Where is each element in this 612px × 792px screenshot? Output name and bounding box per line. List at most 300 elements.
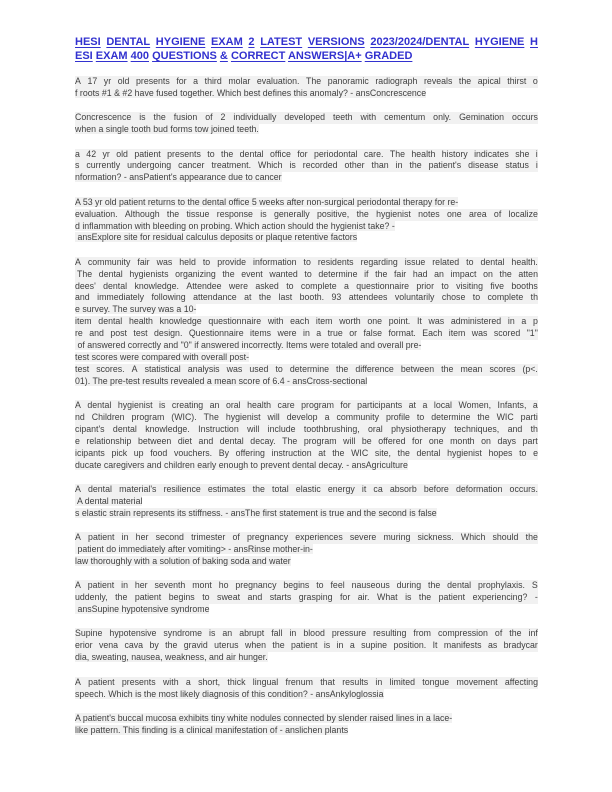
- word: -: [534, 592, 538, 603]
- word: organizing: [175, 268, 216, 279]
- word: item: [75, 316, 92, 327]
- word: than: [371, 160, 389, 171]
- word: to: [202, 592, 210, 603]
- word: part: [522, 435, 538, 446]
- word: and: [507, 423, 523, 434]
- word: scores.: [96, 363, 125, 374]
- highlighted-text: test scores were compared with overall post-: [75, 351, 250, 362]
- word: presents: [121, 676, 156, 687]
- word: absorb: [389, 483, 417, 494]
- text-line: [75, 172, 538, 184]
- word: The: [389, 148, 405, 159]
- question-paragraph: [75, 677, 538, 701]
- word: resilience: [163, 483, 201, 494]
- word: grasping: [298, 592, 333, 603]
- word: is: [209, 628, 216, 639]
- text-line: [75, 424, 538, 436]
- word: false: [363, 328, 383, 339]
- word: area: [469, 208, 487, 219]
- word: month: [450, 435, 475, 446]
- word: a: [75, 148, 80, 159]
- word: elastic: [295, 483, 321, 494]
- word: the: [153, 112, 166, 123]
- word: sweat: [217, 592, 241, 603]
- word: only.: [433, 112, 452, 123]
- word: and: [247, 592, 263, 603]
- title-word: EXAM: [95, 50, 128, 62]
- word: determine: [318, 268, 358, 279]
- word: the: [115, 592, 128, 603]
- text-line: [75, 149, 538, 161]
- word: items: [250, 328, 272, 339]
- word: the: [272, 640, 285, 651]
- word: is: [260, 208, 267, 219]
- word: decay.: [250, 435, 276, 446]
- word: difference: [355, 363, 394, 374]
- word: last: [278, 292, 293, 303]
- word: questionnaire: [208, 316, 262, 327]
- word: What: [377, 592, 398, 603]
- text-line: [75, 412, 538, 424]
- word: attendees: [348, 292, 388, 303]
- title-word: 2023/2024/DENTAL: [370, 36, 470, 48]
- title-word: LATEST: [260, 36, 303, 48]
- text-line: [75, 496, 538, 508]
- word: of: [205, 112, 213, 123]
- word: in: [121, 580, 128, 591]
- word: disease: [468, 160, 499, 171]
- word: dental: [239, 148, 264, 159]
- word: cipant's: [75, 423, 105, 434]
- word: diet: [177, 435, 192, 446]
- word: to: [466, 256, 474, 267]
- word: knowledge.: [145, 423, 190, 434]
- word: pregnancy: [235, 580, 277, 591]
- word: cementum: [384, 112, 426, 123]
- word: A: [131, 363, 138, 374]
- word: to: [416, 411, 425, 422]
- word: panoramic: [327, 76, 369, 86]
- word: old: [116, 148, 128, 159]
- word: instruction: [271, 447, 312, 458]
- word: (p<.: [522, 363, 538, 374]
- word: patient: [87, 580, 115, 591]
- word: during: [396, 580, 422, 591]
- word: a: [349, 640, 355, 651]
- word: vena: [99, 640, 119, 651]
- word: when: [244, 640, 266, 651]
- word: re: [75, 328, 83, 339]
- word: a: [532, 400, 538, 411]
- highlighted-text: f roots #1 & #2 have fused together. Which best defines this anomaly? - ansConcrescence: [75, 87, 427, 98]
- word: position.: [393, 640, 427, 651]
- word: up: [133, 447, 144, 458]
- word: Which: [460, 532, 486, 543]
- word: one: [367, 316, 383, 327]
- word: offering: [235, 447, 265, 458]
- word: toothbrushing,: [303, 423, 360, 434]
- word: residents: [317, 256, 354, 267]
- word: with: [360, 112, 377, 123]
- highlighted-text: speech. Which is the most likely diagnosis of this condition? - ansAnkyloglossia: [75, 688, 384, 699]
- word: worth: [339, 316, 361, 327]
- word: health: [128, 316, 153, 327]
- word: vouchers.: [173, 447, 213, 458]
- title-word: HYGIENE: [474, 36, 525, 48]
- title-word: GRADED: [364, 50, 413, 62]
- word: manifests: [443, 640, 482, 651]
- word: energy: [327, 483, 355, 494]
- word: knowledge: [159, 316, 202, 327]
- text-line: [75, 725, 538, 737]
- text-line: [75, 628, 538, 640]
- word: the: [258, 292, 272, 303]
- word: is: [405, 592, 412, 603]
- text-line: [75, 484, 538, 496]
- word: had: [412, 268, 428, 279]
- word: a: [422, 400, 428, 411]
- text-line: [75, 448, 538, 460]
- word: pick: [111, 447, 128, 458]
- word: generally: [273, 208, 310, 219]
- word: as: [487, 640, 498, 651]
- word: status: [505, 160, 529, 171]
- word: hopes: [488, 447, 513, 458]
- word: five: [490, 280, 505, 291]
- word: used: [249, 363, 269, 374]
- word: physiotherapy: [391, 423, 446, 434]
- word: blood: [303, 628, 325, 639]
- word: will: [247, 423, 260, 434]
- word: movement: [456, 676, 498, 687]
- word: item: [315, 316, 333, 327]
- word: evaluation.: [256, 76, 300, 86]
- word: dental: [98, 268, 123, 279]
- word: it: [361, 483, 367, 494]
- word: a: [324, 411, 330, 422]
- word: short,: [198, 676, 221, 687]
- text-line: [75, 544, 538, 556]
- word: begins: [283, 580, 310, 591]
- word: individually: [233, 112, 277, 123]
- word: if: [364, 268, 369, 279]
- word: 93: [331, 292, 342, 303]
- text-line: [75, 460, 538, 472]
- word: Gemination: [459, 112, 505, 123]
- answer-explanation-paragraph: [75, 112, 538, 136]
- word: response: [216, 208, 253, 219]
- word: care: [277, 400, 295, 411]
- word: sickness.: [417, 532, 454, 543]
- word: and: [89, 328, 104, 339]
- text-line: [75, 340, 538, 352]
- word: from: [413, 628, 432, 639]
- word: on: [481, 435, 491, 446]
- word: fusion: [173, 112, 198, 123]
- word: health.: [511, 256, 538, 267]
- word: to: [207, 148, 215, 159]
- question-paragraph: [75, 532, 538, 568]
- word: thick: [227, 676, 246, 687]
- word: office: [270, 148, 291, 159]
- word: dental: [98, 316, 123, 327]
- word: an: [222, 628, 233, 639]
- word: periodontal: [313, 148, 358, 159]
- word: dental: [219, 435, 244, 446]
- word: a: [193, 76, 199, 86]
- text-line: [75, 436, 538, 448]
- word: with: [162, 676, 179, 687]
- word: the: [418, 592, 432, 603]
- word: provide: [217, 256, 247, 267]
- word: for: [297, 148, 308, 159]
- word: second: [155, 532, 184, 543]
- text-line: [75, 592, 538, 604]
- word: was: [471, 328, 488, 339]
- word: the: [166, 208, 180, 219]
- word: of: [232, 532, 240, 543]
- word: 2: [220, 112, 226, 123]
- text-line: [75, 292, 538, 304]
- word: in: [375, 676, 383, 687]
- word: local: [433, 400, 452, 411]
- word: between: [400, 363, 435, 374]
- word: treatment.: [211, 160, 252, 171]
- word: the: [509, 628, 522, 639]
- word: or: [349, 328, 358, 339]
- word: of: [494, 628, 503, 639]
- word: e: [533, 447, 538, 458]
- word: severe: [349, 532, 377, 543]
- word: at: [318, 447, 326, 458]
- word: compression: [438, 628, 488, 639]
- text-line: [75, 304, 538, 316]
- word: the: [458, 76, 472, 86]
- word: health: [247, 400, 272, 411]
- word: mean: [460, 363, 483, 374]
- word: notes: [418, 208, 440, 219]
- text-line: [75, 364, 538, 376]
- word: pressure: [331, 628, 367, 639]
- question-paragraph: [75, 580, 538, 616]
- word: patient: [88, 532, 115, 543]
- word: pregnancy: [247, 532, 289, 543]
- title-word: EXAM: [210, 36, 243, 48]
- title-word: ANSWERS|A+: [287, 50, 362, 62]
- word: A: [75, 400, 81, 411]
- word: is: [289, 160, 296, 171]
- word: affecting: [504, 676, 538, 687]
- word: yr: [102, 148, 110, 159]
- word: wanted: [269, 268, 298, 279]
- word: oral: [225, 400, 241, 411]
- word: S: [531, 580, 538, 591]
- word: developed: [284, 112, 325, 123]
- word: of: [493, 208, 502, 219]
- word: history: [441, 148, 468, 159]
- word: Questionnaire: [188, 328, 244, 339]
- word: experiencing?: [472, 592, 528, 603]
- document-title-link[interactable]: [75, 35, 538, 63]
- word: event: [241, 268, 263, 279]
- word: A: [75, 76, 81, 86]
- word: frenum: [285, 676, 313, 687]
- word: occurs.: [509, 483, 538, 494]
- word: community: [336, 411, 379, 422]
- word: begins: [168, 592, 195, 603]
- word: limited: [389, 676, 415, 687]
- word: By: [218, 447, 230, 458]
- word: profile: [385, 411, 410, 422]
- word: presents: [167, 148, 201, 159]
- highlighted-text: e survey. The survey was a 10-: [75, 304, 197, 315]
- word: information: [253, 256, 297, 267]
- word: by: [149, 640, 159, 651]
- word: the: [428, 580, 441, 591]
- word: the: [165, 640, 178, 651]
- word: tissue: [186, 208, 210, 219]
- word: scored: [493, 328, 521, 339]
- word: to: [441, 280, 449, 291]
- word: Supine: [75, 628, 103, 639]
- highlighted-text: nformation? - ansPatient's appearance due to cancer: [75, 172, 282, 183]
- word: starts: [269, 592, 292, 603]
- word: A: [75, 676, 81, 687]
- question-paragraph: [75, 400, 538, 471]
- word: patient's: [428, 160, 462, 171]
- word: her: [135, 532, 149, 543]
- word: program: [131, 411, 165, 422]
- text-line: [75, 197, 538, 209]
- word: air.: [357, 592, 370, 603]
- word: voluntarily: [394, 292, 435, 303]
- word: currently: [86, 160, 121, 171]
- word: patient: [438, 592, 466, 603]
- word: complete: [487, 292, 524, 303]
- word: regarding: [360, 256, 398, 267]
- text-line: [75, 76, 538, 88]
- word: statistical: [144, 363, 181, 374]
- highlighted-text: d inflammation with bleeding on probing. Which action should the hygienist take? -: [75, 220, 395, 231]
- text-line: [75, 580, 538, 592]
- word: undergoing: [127, 160, 172, 171]
- word: the: [332, 447, 345, 458]
- word: patient: [88, 676, 115, 687]
- word: molar: [228, 76, 251, 86]
- highlighted-text: patient do immediately after vomiting> - ansRinse mother-in-: [75, 544, 313, 554]
- word: held: [179, 256, 196, 267]
- word: a: [316, 328, 322, 339]
- word: cancer: [178, 160, 205, 171]
- word: i: [535, 160, 538, 171]
- word: third: [204, 76, 222, 86]
- title-word: &: [219, 50, 228, 62]
- word: Children: [91, 411, 125, 422]
- word: old: [117, 76, 130, 86]
- word: for: [412, 435, 423, 446]
- word: chose: [441, 292, 466, 303]
- text-line: [75, 532, 538, 544]
- word: the: [441, 363, 454, 374]
- word: booth.: [299, 292, 325, 303]
- word: Each: [422, 328, 443, 339]
- highlighted-text: ducate caregivers and children early enough to prevent dental decay. - ansAgriculture: [75, 459, 408, 470]
- word: trimester: [191, 532, 226, 543]
- word: will: [267, 411, 280, 422]
- word: to: [316, 580, 324, 591]
- word: the: [252, 483, 265, 494]
- word: uddenly,: [75, 592, 108, 603]
- word: to: [202, 256, 211, 267]
- word: asked: [255, 280, 279, 291]
- word: uterus: [214, 640, 239, 651]
- word: feel: [330, 580, 345, 591]
- word: an: [434, 268, 444, 279]
- word: post: [110, 328, 127, 339]
- word: health: [411, 148, 436, 159]
- text-line: [75, 281, 538, 293]
- word: gravid: [183, 640, 208, 651]
- word: th: [530, 423, 538, 434]
- word: abrupt: [239, 628, 265, 639]
- word: a: [521, 316, 527, 327]
- word: fair: [137, 256, 150, 267]
- word: 42: [86, 148, 97, 159]
- title-word: CORRECT: [230, 50, 286, 62]
- word: ho: [218, 580, 229, 591]
- word: (WIC).: [171, 411, 197, 422]
- title-word: 400: [130, 50, 149, 62]
- word: indicates: [474, 148, 509, 159]
- word: It: [432, 640, 438, 651]
- word: site,: [374, 447, 391, 458]
- word: the: [221, 148, 234, 159]
- highlighted-text: 01). The pre-test results revealed a mean score of 6.4 - ansCross-sectional: [75, 375, 368, 386]
- word: each: [290, 316, 310, 327]
- word: design.: [154, 328, 183, 339]
- word: the: [375, 268, 388, 279]
- word: s: [75, 160, 80, 171]
- word: the: [222, 268, 235, 279]
- word: impact: [450, 268, 477, 279]
- text-line: [75, 604, 538, 616]
- word: total: [272, 483, 289, 494]
- word: "1": [526, 328, 538, 339]
- highlighted-text: ansSupine hypotensive syndrome: [75, 604, 210, 615]
- answer-explanation-paragraph: [75, 628, 538, 664]
- question-paragraph: [75, 76, 538, 100]
- word: results: [342, 676, 369, 687]
- text-line: [75, 640, 538, 652]
- word: e: [75, 435, 80, 446]
- highlighted-text: law thoroughly with a solution of baking soda and water: [75, 555, 291, 566]
- word: radiograph: [375, 76, 418, 86]
- word: p: [532, 316, 538, 327]
- word: oral: [368, 423, 383, 434]
- word: hygienists: [129, 268, 169, 279]
- page-content: [75, 35, 538, 749]
- word: The: [77, 268, 93, 279]
- word: and: [198, 435, 214, 446]
- word: WIC: [351, 447, 369, 458]
- word: the: [336, 363, 349, 374]
- word: atten: [518, 268, 538, 279]
- question-paragraph: [75, 197, 538, 245]
- highlighted-text: of answered correctly and "0" if answered incorrectly. Items were totaled and overall pre-: [75, 340, 422, 351]
- word: will: [343, 435, 356, 446]
- word: inf: [528, 628, 538, 639]
- word: icipants: [75, 447, 105, 458]
